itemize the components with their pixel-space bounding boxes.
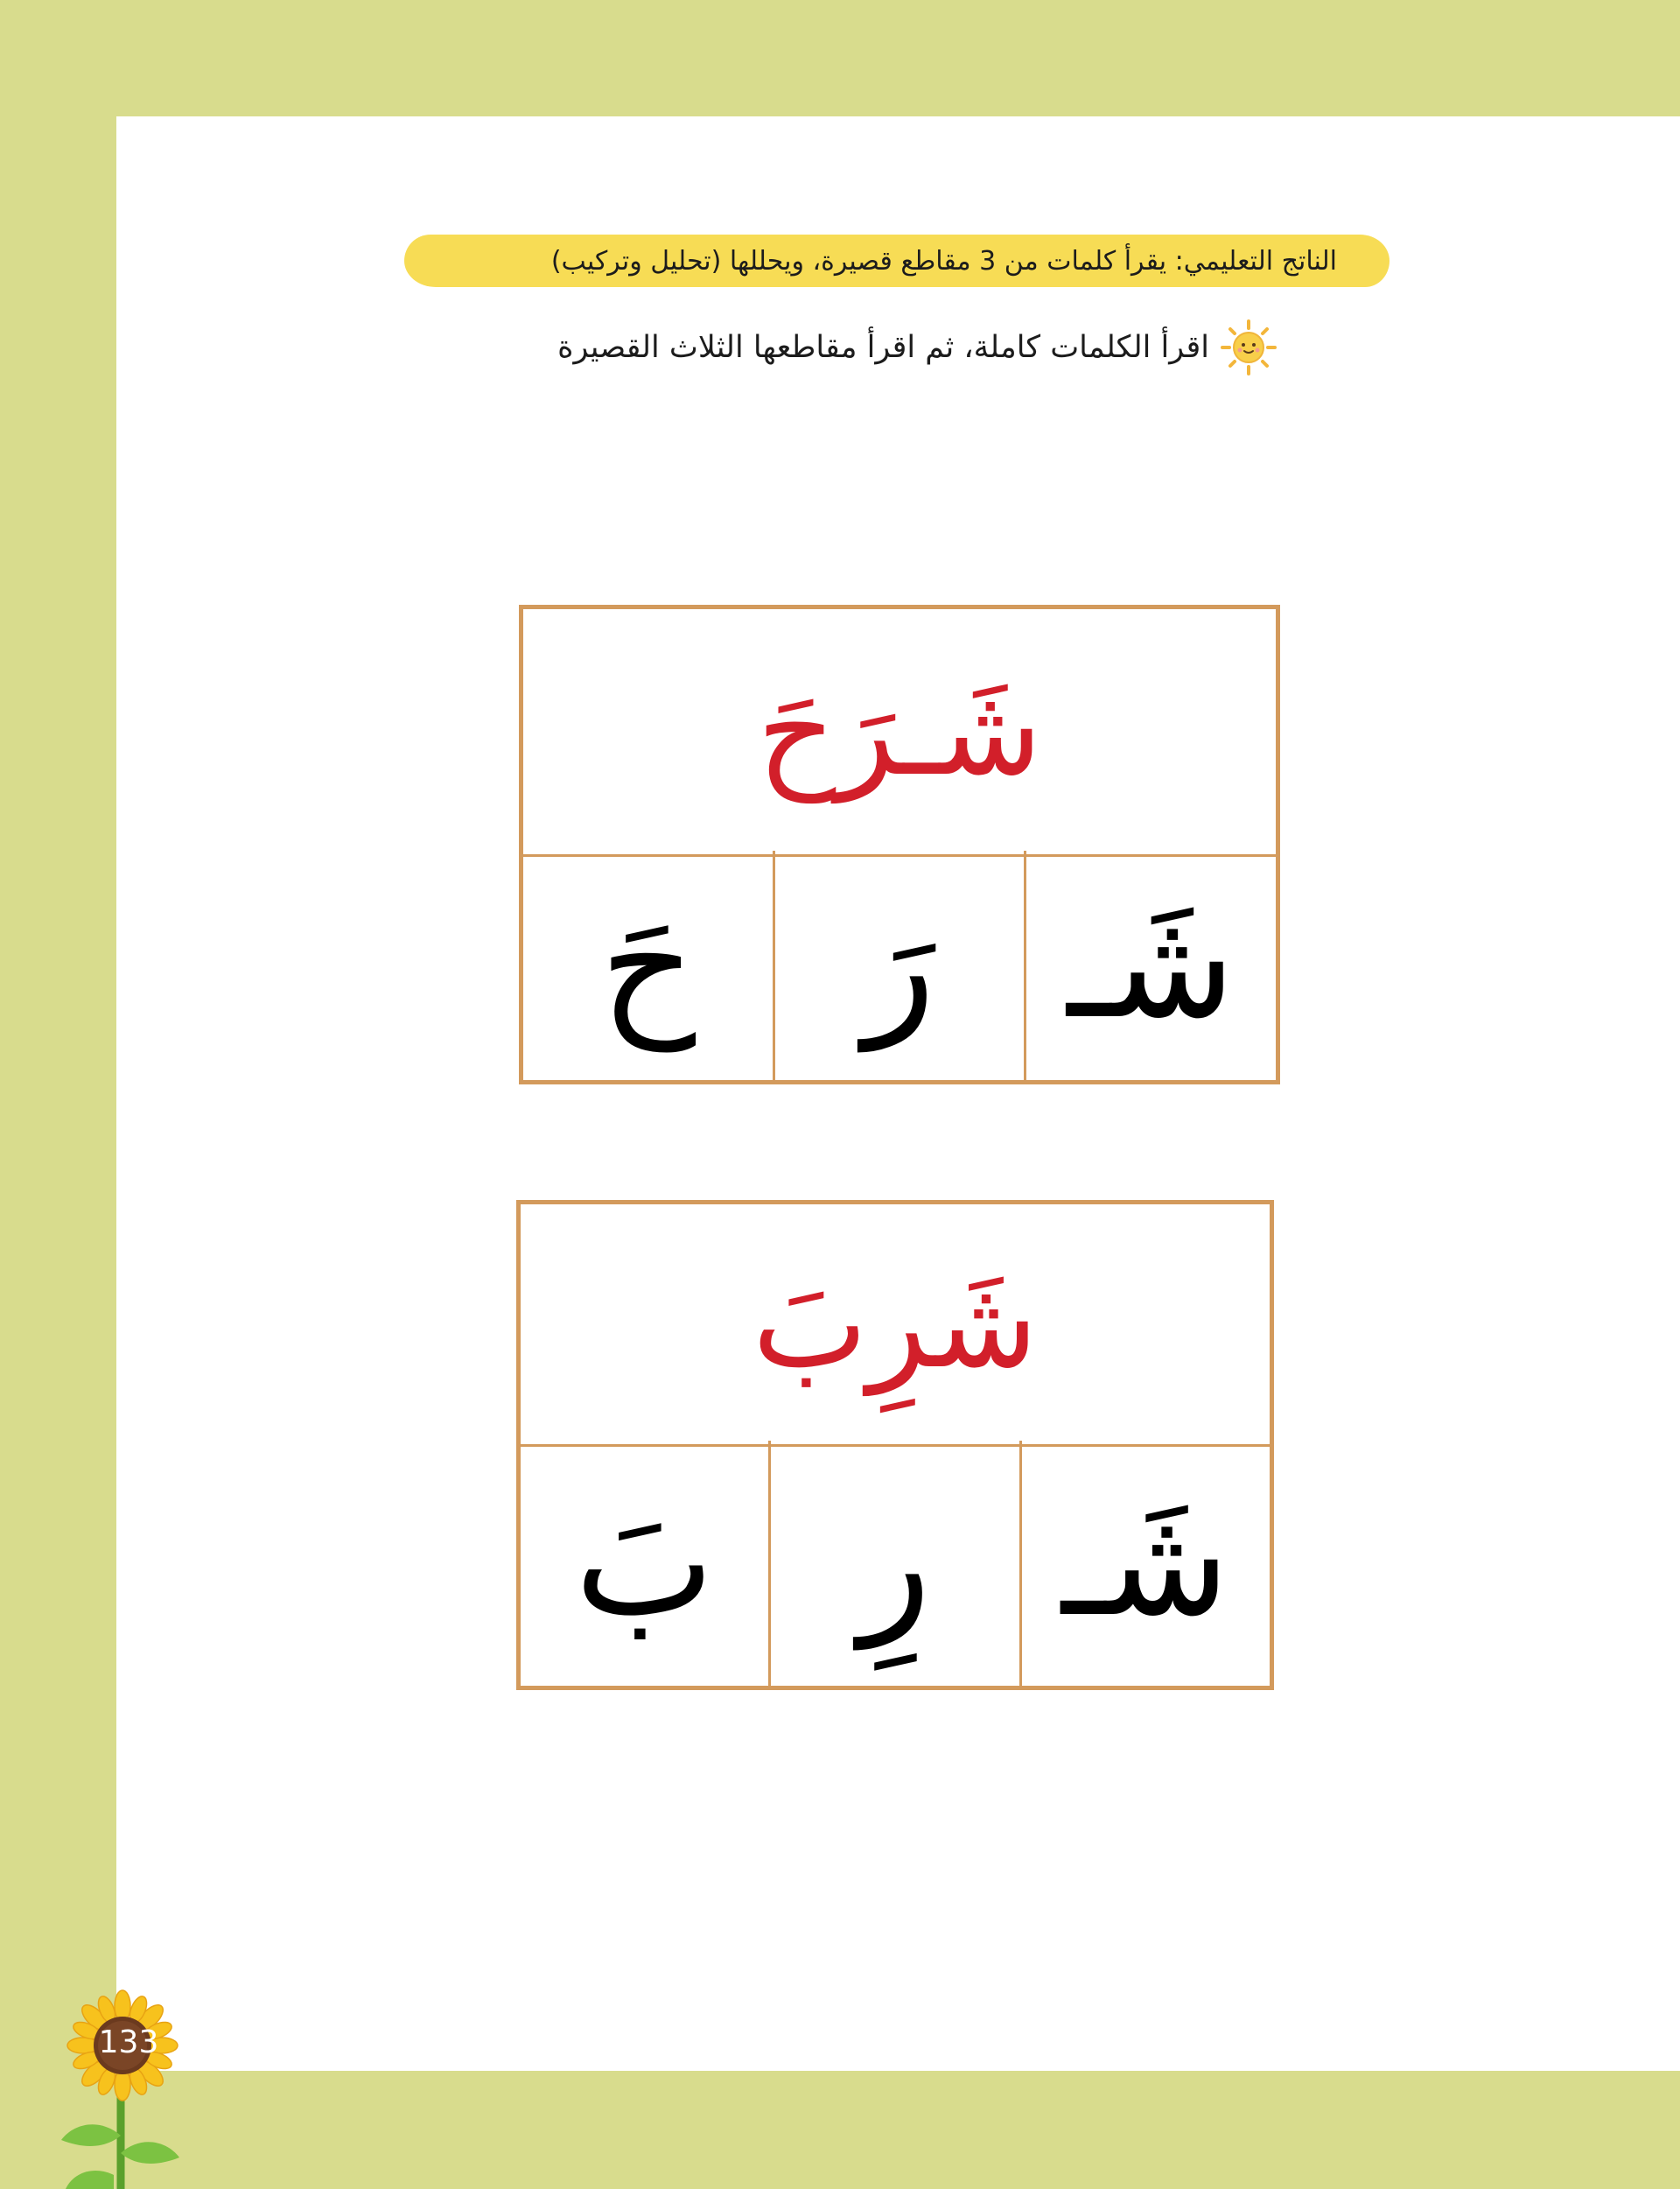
word-card-2 xyxy=(516,1200,1274,1690)
card-word: شَـرَحَ xyxy=(523,609,1276,857)
syllable-cell: شَـ xyxy=(1019,1441,1270,1686)
learning-objective-text: الناتج التعليمي: يقرأ كلمات من 3 مقاطع قصيرة، ويحللها (تحليل وتركيب) xyxy=(550,245,1337,277)
word-card-1 xyxy=(519,605,1280,1084)
card-word: شَرِبَ xyxy=(521,1204,1270,1447)
syllable-cell: حَ xyxy=(599,879,696,1052)
page-number: 133 xyxy=(98,2024,159,2060)
syllable-cell: بَ xyxy=(574,1477,715,1650)
syllable-cell: رَ xyxy=(773,851,1025,1080)
instruction-line xyxy=(490,317,1278,378)
syllable-cell: رِ xyxy=(768,1441,1018,1686)
worksheet-page xyxy=(116,116,1680,2071)
syllable-row xyxy=(523,851,1276,1080)
syllable-cell: شَـ xyxy=(1024,851,1276,1080)
sun-icon xyxy=(1220,319,1278,376)
syllable-row xyxy=(521,1441,1270,1686)
learning-objective-banner xyxy=(404,235,1390,287)
instruction-text: اقرأ الكلمات كاملة، ثم اقرأ مقاطعها الثلاث القصيرة xyxy=(557,330,1209,365)
sunflower-icon xyxy=(52,1987,192,2189)
